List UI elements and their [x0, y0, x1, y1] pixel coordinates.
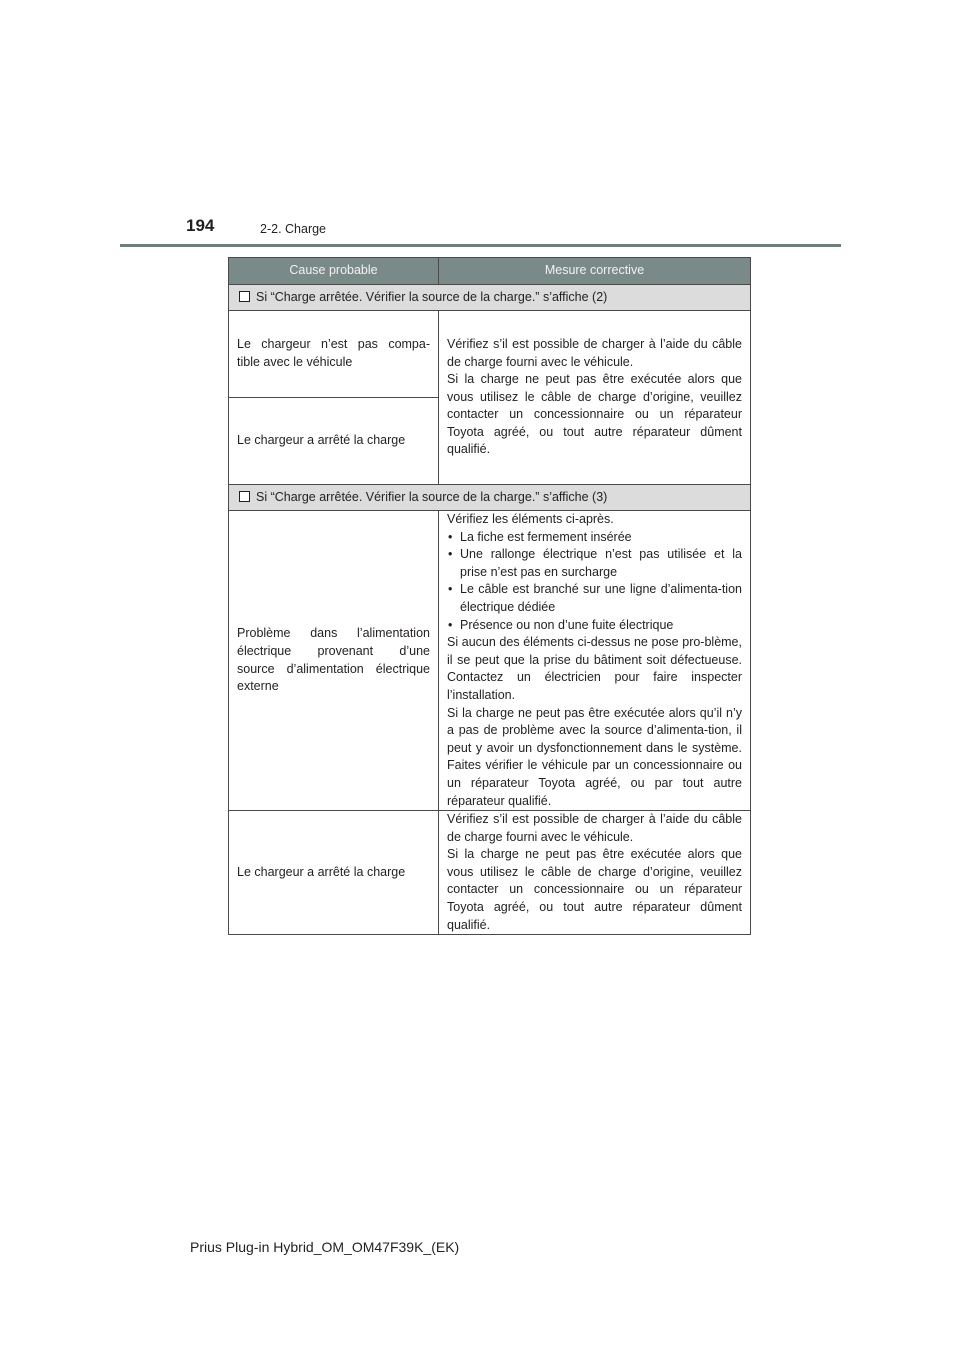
cause-text: Le chargeur a arrêté la charge [237, 433, 406, 448]
table-row [229, 811, 751, 935]
cause-cell [229, 398, 439, 485]
measure-cell [439, 311, 751, 485]
cause-line: source d’alimentation électrique [237, 661, 430, 676]
list-item: • La fiche est fermement insérée [447, 529, 742, 547]
cause-text: Le chargeur a arrêté la charge [237, 864, 406, 879]
check-list [447, 529, 742, 635]
measure-paragraph: Vérifiez les éléments ci-après. [447, 512, 614, 526]
section-heading [229, 285, 751, 311]
measure-paragraph: Vérifiez s’il est possible de charger à l’aide du câble de charge fourni avec le véhicule. [447, 336, 742, 369]
checkbox-icon [239, 491, 250, 502]
table-header-row [229, 258, 751, 285]
measure-paragraph: Si la charge ne peut pas être exécutée alors qu’il n’y a pas de problème avec la source d’alimenta-tion, il peut y avoir un dysfonctionnement dans le système. Faites vérifier le véhicule par un concessionnaire ou un réparateur Toyota agréé, ou par tout autre réparateur qualifié. [447, 705, 742, 808]
header-divider [120, 244, 841, 247]
cause-cell [229, 811, 439, 935]
list-item: • Le câble est branché sur une ligne d’alimenta-tion électrique dédiée [447, 581, 742, 616]
section-heading-text: Si “Charge arrêtée. Vérifier la source de la charge.” s’affiche (3) [256, 489, 608, 504]
cause-cell [229, 511, 439, 811]
measure-paragraph: Vérifiez s’il est possible de charger à l’aide du câble de charge fourni avec le véhicule. [447, 812, 742, 844]
column-header-measure: Mesure corrective [439, 258, 751, 285]
section-row [229, 485, 751, 511]
troubleshooting-table [228, 257, 751, 935]
page-number: 194 [186, 216, 215, 235]
measure-cell [439, 511, 751, 811]
cause-line: externe [237, 679, 279, 694]
footer-document-id: Prius Plug-in Hybrid_OM_OM47F39K_(EK) [190, 1239, 460, 1255]
measure-paragraph: Si aucun des éléments ci-dessus ne pose pro-blème, il se peut que la prise du bâtiment soit défectueuse. Contactez un électricien pour faire inspecter l’installation. [447, 635, 742, 702]
cause-cell [229, 311, 439, 398]
cause-line: Le chargeur n’est pas compa- [237, 337, 430, 352]
measure-paragraph: Si la charge ne peut pas être exécutée alors que vous utilisez le câble de charge d’origine, veuillez contacter un concessionnaire ou un réparateur Toyota agréé, ou tout autre réparateur dûment qualifié. [447, 847, 742, 932]
section-heading [229, 485, 751, 511]
column-header-cause: Cause probable [229, 258, 439, 285]
checkbox-icon [239, 291, 250, 302]
table-row [229, 311, 751, 398]
cause-line: Problème dans l’alimentation [237, 626, 430, 641]
table-row [229, 511, 751, 811]
measure-cell [439, 811, 751, 935]
cause-line: électrique provenant d’une [237, 643, 430, 658]
section-heading-text: Si “Charge arrêtée. Vérifier la source de la charge.” s’affiche (2) [256, 289, 608, 304]
list-item: • Présence ou non d’une fuite électrique [447, 617, 742, 635]
cause-line: tible avec le véhicule [237, 355, 353, 369]
measure-paragraph: Si la charge ne peut pas être exécutée alors que vous utilisez le câble de charge d’origine, veuillez contacter un concessionnaire ou un réparateur Toyota agréé, ou tout autre réparateur dûment qualifié. [447, 372, 742, 457]
section-row [229, 285, 751, 311]
list-item: • Une rallonge électrique n’est pas utilisée et la prise n’est pas en surcharge [447, 546, 742, 581]
section-title: 2-2. Charge [260, 222, 327, 236]
